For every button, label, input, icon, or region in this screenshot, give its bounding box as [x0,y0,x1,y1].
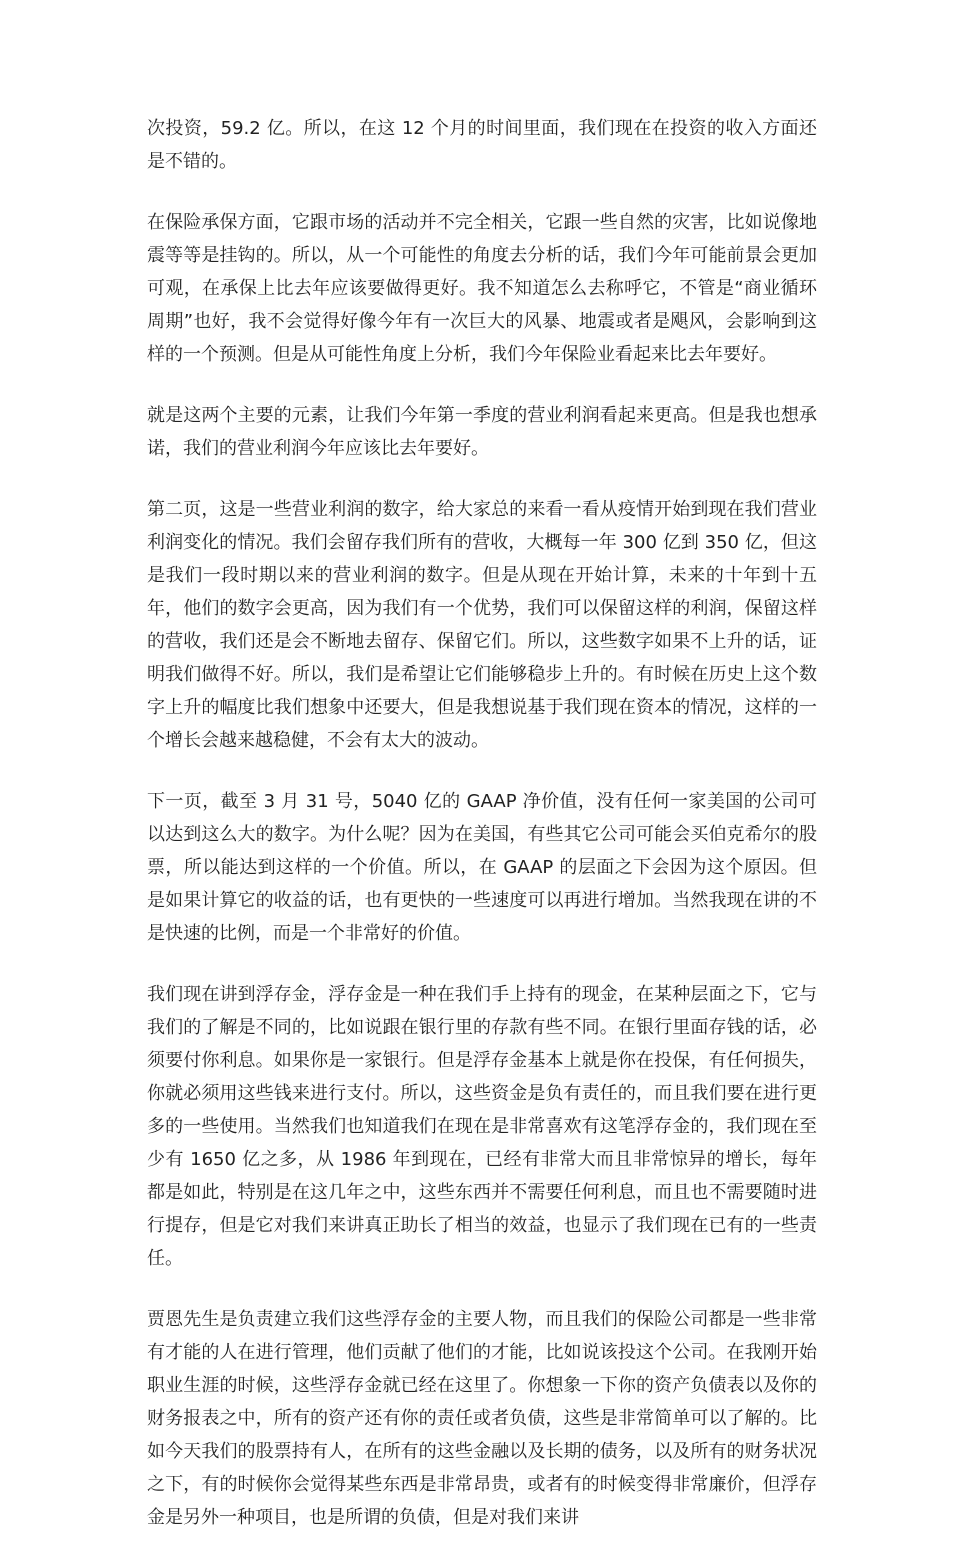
paragraph-float: 我们现在讲到浮存金，浮存金是一种在我们手上持有的现金，在某种层面之下，它与我们的了解是不同的，比如说跟在银行里的存款有些不同。在银行里面存钱的话，必须要付你利息。如果你是一家银行。但是浮存金基本上就是你在投保，有任何损失，你就必须用这些钱来进行支付。所以，这些资金是负有责任的，而且我们要在进行更多的一些使用。当然我们也知道我们在现在是非常喜欢有这笔浮存金的，我们现在至少有 1650 亿之多，从 1986 年到现在，已经有非常大而且非常惊异的增长，每年都是如此，特别是在这几年之中，这些东西并不需要任何利息，而且也不需要随时进行提存，但是它对我们来讲真正助长了相当的效益，也显示了我们现在已有的一些责任。 [147,984,817,1269]
paragraph-gaap-net-worth: 下一页，截至 3 月 31 号，5040 亿的 GAAP 净价值，没有任何一家美国的公司可以达到这么大的数字。为什么呢？因为在美国，有些其它公司可能会买伯克希尔的股票，所以能达到这样的一个价值。所以，在 GAAP 的层面之下会因为这个原因。但是如果计算它的收益的话，也有更快的一些速度可以再进行增加。当然我现在讲的不是快速的比例，而是一个非常好的价值。 [147,791,817,944]
paragraph-investment-income: 次投资，59.2 亿。所以，在这 12 个月的时间里面，我们现在在投资的收入方面还是不错的。 [147,118,817,172]
paragraph-ajit-jain: 贾恩先生是负责建立我们这些浮存金的主要人物，而且我们的保险公司都是一些非常有才能的人在进行管理，他们贡献了他们的才能，比如说该投这个公司。在我刚开始职业生涯的时候，这些浮存金就已经在这里了。你想象一下你的资产负债表以及你的财务报表之中，所有的资产还有你的责任或者负债，这些是非常简单可以了解的。比如今天我们的股票持有人，在所有的这些金融以及长期的债务，以及所有的财务状况之下，有的时候你会觉得某些东西是非常昂贵，或者有的时候变得非常廉价，但浮存金是另外一种项目，也是所谓的负债，但是对我们来讲 [147,1309,817,1528]
document-body [147,112,817,1562]
paragraph-insurance-underwriting: 在保险承保方面，它跟市场的活动并不完全相关，它跟一些自然的灾害，比如说像地震等等是挂钩的。所以，从一个可能性的角度去分析的话，我们今年可能前景会更加可观，在承保上比去年应该要做得更好。我不知道怎么去称呼它，不管是“商业循环周期”也好，我不会觉得好像今年有一次巨大的风暴、地震或者是飓风，会影响到这样的一个预测。但是从可能性角度上分析，我们今年保险业看起来比去年要好。 [147,212,817,365]
paragraph-page-two-operating-profit: 第二页，这是一些营业利润的数字，给大家总的来看一看从疫情开始到现在我们营业利润变化的情况。我们会留存我们所有的营收，大概每一年 300 亿到 350 亿，但这是我们一段时期以来的营业利润的数字。但是从现在开始计算，未来的十年到十五年，他们的数字会更高，因为我们有一个优势，我们可以保留这样的利润，保留这样的营收，我们还是会不断地去留存、保留它们。所以，这些数字如果不上升的话，证明我们做得不好。所以，我们是希望让它们能够稳步上升的。有时候在历史上这个数字上升的幅度比我们想象中还要大，但是我想说基于我们现在资本的情况，这样的一个增长会越来越稳健，不会有太大的波动。 [147,499,817,751]
paragraph-operating-profit-outlook: 就是这两个主要的元素，让我们今年第一季度的营业利润看起来更高。但是我也想承诺，我们的营业利润今年应该比去年要好。 [147,405,817,459]
